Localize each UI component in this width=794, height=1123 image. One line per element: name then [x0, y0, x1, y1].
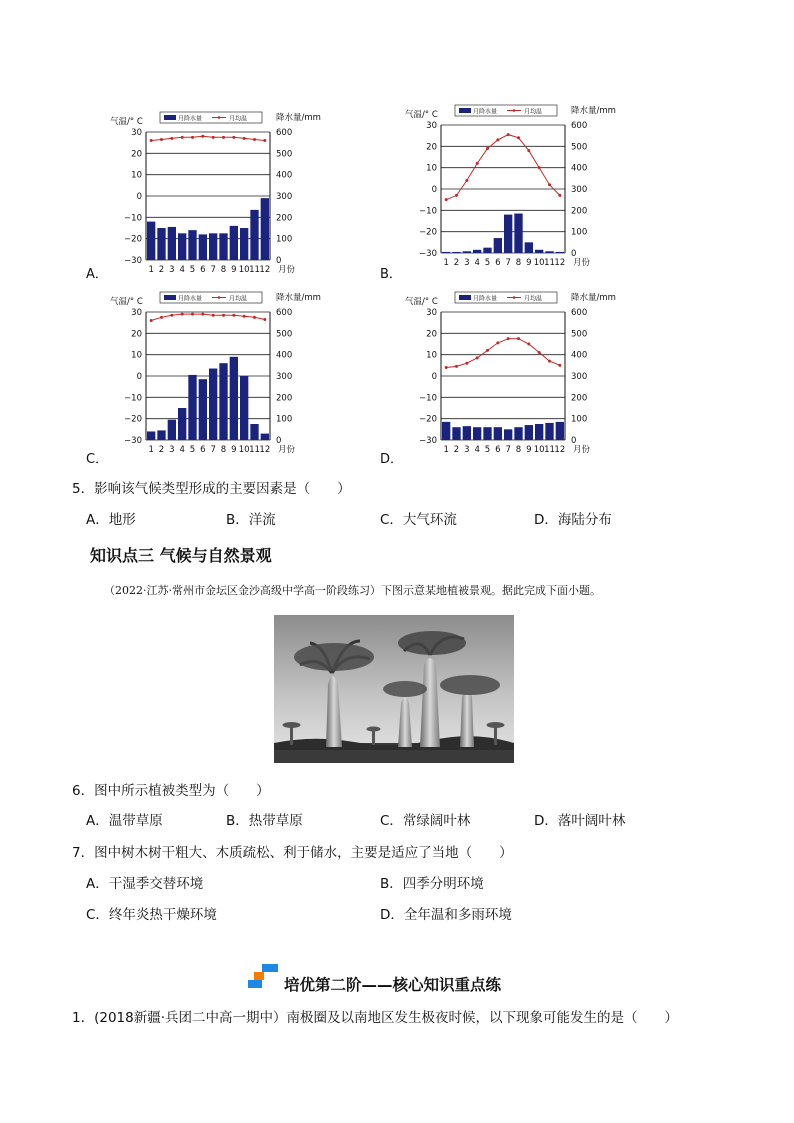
- temp-point: [222, 314, 225, 317]
- temp-point: [476, 162, 479, 165]
- precip-tick-label: 0: [276, 256, 282, 266]
- precip-bar: [452, 252, 460, 253]
- precip-bar: [168, 420, 176, 440]
- temp-point: [263, 318, 266, 321]
- precip-bar: [535, 424, 543, 440]
- month-tick-label: 2: [158, 265, 165, 275]
- legend-line-label: 月均温: [229, 295, 248, 303]
- precip-bar: [219, 363, 227, 440]
- month-tick-label: 5: [484, 445, 491, 455]
- legend-bar-swatch: [164, 295, 176, 300]
- month-tick-label: 5: [484, 258, 491, 268]
- month-axis-label: 月份: [278, 445, 296, 455]
- temp-tick-label: −20: [419, 414, 437, 425]
- temp-tick-label: −20: [124, 234, 142, 245]
- precip-bar: [178, 408, 186, 440]
- precip-bar: [188, 375, 196, 440]
- precip-bar: [240, 228, 248, 260]
- month-tick-label: 8: [515, 445, 522, 455]
- temp-point: [527, 343, 530, 346]
- month-tick-label: 6: [200, 445, 206, 455]
- question-5-stem: 5．影响该气候类型形成的主要因素是（ ）: [72, 481, 351, 497]
- temp-tick-label: 30: [426, 308, 437, 318]
- precip-bar: [504, 215, 512, 253]
- month-tick-label: 10: [533, 258, 545, 268]
- q7-option-b[interactable]: B．四季分明环境: [380, 876, 484, 892]
- precip-bar: [199, 379, 207, 440]
- month-axis-label: 月份: [573, 445, 591, 455]
- temp-point: [548, 360, 551, 363]
- temp-point: [517, 337, 520, 340]
- temp-point: [455, 194, 458, 197]
- month-tick-label: 7: [505, 258, 511, 268]
- temp-point: [445, 366, 448, 369]
- temp-point: [232, 136, 235, 139]
- temp-tick-label: 20: [426, 329, 437, 340]
- precip-axis-label: 降水量/mm: [276, 293, 321, 303]
- temp-axis-label: 气温/° C: [405, 297, 438, 307]
- precip-tick-label: 400: [276, 350, 293, 361]
- temp-line: [446, 339, 560, 368]
- month-tick-label: 2: [158, 445, 165, 455]
- legend-bar-label: 月降水量: [473, 108, 498, 116]
- precip-tick-label: 0: [276, 436, 282, 446]
- q5-option-b[interactable]: B．洋流: [226, 512, 276, 528]
- precip-tick-label: 200: [276, 213, 293, 224]
- temp-point: [527, 149, 530, 152]
- q6-option-c[interactable]: C．常绿阔叶林: [380, 813, 471, 829]
- temp-point: [181, 313, 184, 316]
- month-tick-label: 5: [189, 265, 196, 275]
- chart-b-letter[interactable]: B．: [380, 267, 402, 282]
- precip-tick-label: 600: [276, 308, 293, 318]
- climate-chart-b-svg: [403, 103, 683, 275]
- precip-tick-label: 200: [571, 393, 588, 404]
- precip-bar: [556, 422, 564, 440]
- month-tick-label: 2: [453, 258, 460, 268]
- month-tick-label: 12: [259, 265, 271, 275]
- temp-tick-label: −10: [419, 393, 437, 404]
- month-tick-label: 12: [554, 445, 566, 455]
- temp-axis-label: 气温/° C: [405, 110, 438, 120]
- precip-tick-label: 300: [276, 372, 293, 382]
- month-tick-label: 11: [249, 445, 260, 455]
- precip-tick-label: 300: [276, 192, 293, 202]
- precip-bar: [483, 248, 491, 253]
- temp-tick-label: 20: [131, 149, 142, 160]
- temp-tick-label: 30: [426, 121, 437, 131]
- precip-tick-label: 300: [571, 372, 588, 382]
- legend-bar-label: 月降水量: [178, 115, 203, 123]
- temp-point: [548, 183, 551, 186]
- precip-bar: [168, 227, 176, 260]
- temp-point: [212, 136, 215, 139]
- question-1-stem: 1．(2018新疆·兵团二中高一期中）南极圈及以南地区发生极夜时候，以下现象可能发生的是（ ）: [72, 1010, 679, 1026]
- temp-point: [465, 179, 468, 182]
- temp-tick-label: 0: [431, 185, 437, 195]
- tier-badge-icon: [248, 962, 280, 990]
- temp-tick-label: −20: [124, 414, 142, 425]
- precip-tick-label: 600: [571, 121, 588, 131]
- precip-tick-label: 300: [571, 185, 588, 195]
- month-tick-label: 6: [495, 445, 501, 455]
- temp-point: [507, 337, 510, 340]
- precip-bar: [463, 251, 471, 253]
- temp-point: [538, 166, 541, 169]
- month-tick-label: 9: [526, 445, 532, 455]
- precip-tick-label: 100: [571, 227, 588, 238]
- climate-chart-b: [403, 103, 673, 283]
- temp-point: [253, 316, 256, 319]
- precip-bar: [514, 427, 522, 440]
- precip-tick-label: 500: [571, 142, 588, 153]
- month-tick-label: 2: [453, 445, 460, 455]
- temp-point: [486, 147, 489, 150]
- temp-tick-label: −30: [124, 256, 142, 266]
- month-tick-label: 11: [249, 265, 260, 275]
- month-tick-label: 4: [474, 258, 480, 268]
- baobab-photo-svg: [274, 615, 514, 763]
- temp-point: [465, 362, 468, 365]
- month-tick-label: 1: [443, 445, 449, 455]
- precip-axis-label: 降水量/mm: [276, 113, 321, 123]
- precip-bar: [157, 430, 165, 440]
- temp-tick-label: −30: [419, 436, 437, 446]
- precip-bar: [473, 427, 481, 440]
- temp-tick-label: −10: [419, 206, 437, 217]
- temp-tick-label: 10: [131, 350, 142, 361]
- month-tick-label: 8: [220, 445, 227, 455]
- precip-bar: [209, 233, 217, 260]
- precip-bar: [545, 423, 553, 440]
- climate-chart-d-svg: [403, 290, 683, 462]
- temp-tick-label: 30: [131, 128, 142, 138]
- legend-line-label: 月均温: [524, 295, 543, 303]
- q7-option-c[interactable]: C．终年炎热干燥环境: [86, 907, 217, 923]
- legend-bar-label: 月降水量: [473, 295, 498, 303]
- chart-c-letter[interactable]: C．: [86, 452, 109, 467]
- temp-point: [191, 313, 194, 316]
- temp-tick-label: −10: [124, 393, 142, 404]
- chart-d-letter[interactable]: D．: [380, 452, 404, 467]
- legend-line-marker: [218, 296, 221, 299]
- precip-bar: [219, 233, 227, 260]
- precip-bar: [240, 376, 248, 440]
- precip-axis-label: 降水量/mm: [571, 106, 616, 116]
- precip-tick-label: 100: [571, 414, 588, 425]
- temp-tick-label: 20: [131, 329, 142, 340]
- q5-option-c[interactable]: C．大气环流: [380, 512, 457, 528]
- chart-a-letter[interactable]: A．: [86, 267, 108, 282]
- q5-option-d[interactable]: D．海陆分布: [534, 512, 612, 528]
- precip-tick-label: 500: [276, 329, 293, 340]
- temp-line: [151, 136, 265, 140]
- month-tick-label: 7: [210, 445, 216, 455]
- temp-point: [263, 139, 266, 142]
- temp-tick-label: −30: [124, 436, 142, 446]
- precip-tick-label: 500: [571, 329, 588, 340]
- precip-bar: [514, 214, 522, 253]
- temp-tick-label: −10: [124, 213, 142, 224]
- precip-bar: [199, 234, 207, 260]
- precip-tick-label: 200: [571, 206, 588, 217]
- temp-tick-label: 30: [131, 308, 142, 318]
- q5-option-a[interactable]: A．地形: [86, 512, 136, 528]
- precip-tick-label: 400: [571, 163, 588, 174]
- precip-bar: [250, 424, 258, 440]
- month-tick-label: 4: [179, 265, 185, 275]
- q6-option-d[interactable]: D．落叶阔叶林: [534, 813, 626, 829]
- month-tick-label: 10: [238, 445, 250, 455]
- temp-point: [558, 194, 561, 197]
- temp-tick-label: 0: [431, 372, 437, 382]
- precip-bar: [494, 238, 502, 253]
- legend-line-marker: [513, 109, 516, 112]
- precip-bar: [442, 252, 450, 253]
- q6-option-a[interactable]: A．温带草原: [86, 813, 163, 829]
- question-6-stem: 6．图中所示植被类型为（ ）: [72, 783, 270, 799]
- month-tick-label: 5: [189, 445, 196, 455]
- temp-tick-label: 20: [426, 142, 437, 153]
- temp-point: [243, 137, 246, 140]
- temp-point: [160, 316, 163, 319]
- precip-bar: [230, 226, 238, 260]
- question-7-stem: 7．图中树木树干粗大、木质疏松、利于储水，主要是适应了当地（ ）: [72, 845, 513, 861]
- precip-tick-label: 100: [276, 234, 293, 245]
- precip-tick-label: 100: [276, 414, 293, 425]
- month-tick-label: 4: [474, 445, 480, 455]
- legend-line-label: 月均温: [229, 115, 248, 123]
- precip-bar: [147, 431, 155, 440]
- month-tick-label: 3: [464, 445, 470, 455]
- precip-bar: [494, 427, 502, 440]
- precip-bar: [556, 252, 564, 253]
- precip-bar: [473, 250, 481, 253]
- temp-point: [170, 314, 173, 317]
- month-tick-label: 4: [179, 445, 185, 455]
- precip-bar: [209, 369, 217, 440]
- month-tick-label: 7: [505, 445, 511, 455]
- month-tick-label: 1: [148, 445, 154, 455]
- month-tick-label: 9: [526, 258, 532, 268]
- temp-point: [191, 136, 194, 139]
- temp-point: [496, 341, 499, 344]
- temp-point: [253, 138, 256, 141]
- legend-bar-label: 月降水量: [178, 295, 203, 303]
- month-tick-label: 10: [533, 445, 545, 455]
- temp-tick-label: −20: [419, 227, 437, 238]
- climate-chart-d: [403, 290, 673, 470]
- legend-line-label: 月均温: [524, 108, 543, 116]
- climate-chart-a-svg: [108, 110, 388, 282]
- precip-tick-label: 200: [276, 393, 293, 404]
- precip-tick-label: 600: [571, 308, 588, 318]
- temp-point: [160, 138, 163, 141]
- temp-point: [212, 314, 215, 317]
- q7-option-a[interactable]: A．干湿季交替环境: [86, 876, 204, 892]
- month-tick-label: 6: [495, 258, 501, 268]
- precip-axis-label: 降水量/mm: [571, 293, 616, 303]
- month-tick-label: 3: [169, 445, 175, 455]
- temp-point: [507, 133, 510, 136]
- legend-bar-swatch: [459, 108, 471, 113]
- temp-tick-label: 10: [426, 163, 437, 174]
- temp-tick-label: 10: [131, 170, 142, 181]
- temp-point: [201, 313, 204, 316]
- temp-point: [486, 349, 489, 352]
- temp-point: [150, 319, 153, 322]
- temp-point: [201, 135, 204, 138]
- section-3-heading: 知识点三 气候与自然景观: [90, 546, 272, 565]
- tier-2-heading: 培优第二阶——核心知识重点练: [284, 976, 502, 994]
- precip-bar: [157, 228, 165, 260]
- temp-tick-label: 0: [136, 192, 142, 202]
- precip-bar: [452, 427, 460, 440]
- temp-point: [476, 356, 479, 359]
- precip-bar: [463, 426, 471, 440]
- precip-bar: [188, 230, 196, 260]
- precip-bar: [535, 250, 543, 253]
- precip-bar: [178, 233, 186, 260]
- temp-point: [170, 137, 173, 140]
- month-tick-label: 12: [259, 445, 271, 455]
- temp-point: [181, 136, 184, 139]
- q7-option-d[interactable]: D．全年温和多雨环境: [380, 907, 512, 923]
- month-tick-label: 8: [220, 265, 227, 275]
- precip-bar: [545, 251, 553, 253]
- temp-point: [538, 351, 541, 354]
- climate-chart-c: [108, 290, 378, 470]
- month-axis-label: 月份: [278, 265, 296, 275]
- month-tick-label: 3: [169, 265, 175, 275]
- month-tick-label: 9: [231, 265, 237, 275]
- q6-option-b[interactable]: B．热带草原: [226, 813, 303, 829]
- temp-point: [455, 365, 458, 368]
- precip-tick-label: 0: [571, 249, 577, 259]
- precip-bar: [261, 434, 269, 440]
- precip-bar: [525, 242, 533, 253]
- precip-bar: [504, 429, 512, 440]
- precip-tick-label: 400: [276, 170, 293, 181]
- legend-line-marker: [218, 116, 221, 119]
- temp-point: [496, 138, 499, 141]
- precip-bar: [230, 357, 238, 440]
- month-tick-label: 10: [238, 265, 250, 275]
- climate-chart-c-svg: [108, 290, 388, 462]
- temp-point: [232, 314, 235, 317]
- temp-point: [558, 364, 561, 367]
- month-tick-label: 11: [544, 445, 555, 455]
- precip-tick-label: 500: [276, 149, 293, 160]
- precip-tick-label: 600: [276, 128, 293, 138]
- passage-intro: （2022·江苏·常州市金坛区金沙高级中学高一阶段练习）下图示意某地植被景观。据此完成下面小题。: [104, 584, 601, 597]
- month-tick-label: 1: [148, 265, 154, 275]
- legend-line-marker: [513, 296, 516, 299]
- baobab-landscape-photo: [274, 615, 514, 763]
- month-tick-label: 6: [200, 265, 206, 275]
- precip-bar: [261, 198, 269, 260]
- temp-line: [446, 135, 560, 200]
- legend-bar-swatch: [459, 295, 471, 300]
- month-tick-label: 11: [544, 258, 555, 268]
- month-tick-label: 7: [210, 265, 216, 275]
- temp-point: [517, 136, 520, 139]
- legend-bar-swatch: [164, 115, 176, 120]
- temp-point: [445, 198, 448, 201]
- month-axis-label: 月份: [573, 258, 591, 268]
- precip-tick-label: 400: [571, 350, 588, 361]
- temp-axis-label: 气温/° C: [110, 297, 143, 307]
- precip-bar: [250, 210, 258, 260]
- month-tick-label: 1: [443, 258, 449, 268]
- temp-point: [243, 315, 246, 318]
- precip-bar: [525, 425, 533, 440]
- month-tick-label: 8: [515, 258, 522, 268]
- temp-tick-label: 0: [136, 372, 142, 382]
- temp-line: [151, 314, 265, 320]
- precip-bar: [147, 222, 155, 260]
- temp-point: [222, 136, 225, 139]
- precip-bar: [483, 427, 491, 440]
- month-tick-label: 9: [231, 445, 237, 455]
- temp-tick-label: −30: [419, 249, 437, 259]
- temp-point: [150, 139, 153, 142]
- precip-bar: [442, 422, 450, 440]
- temp-axis-label: 气温/° C: [110, 117, 143, 127]
- month-tick-label: 12: [554, 258, 566, 268]
- temp-tick-label: 10: [426, 350, 437, 361]
- month-tick-label: 3: [464, 258, 470, 268]
- precip-tick-label: 0: [571, 436, 577, 446]
- climate-chart-a: [108, 110, 378, 290]
